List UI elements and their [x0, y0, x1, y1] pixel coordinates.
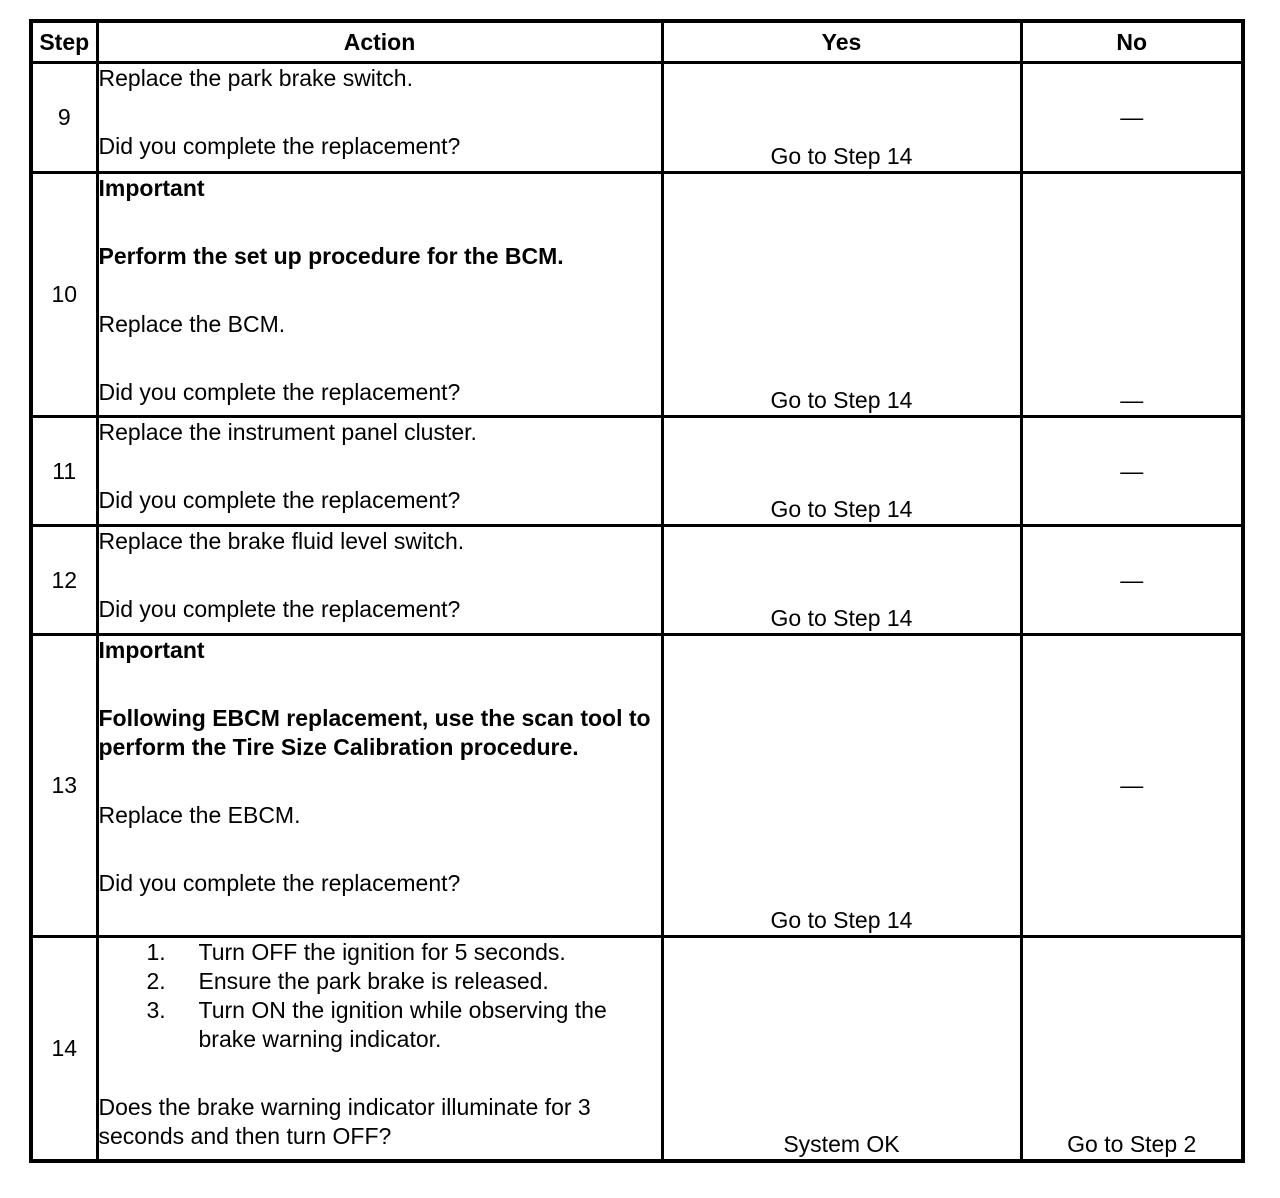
list-item-text: Turn ON the ignition while observing the brake warning indicator. — [198, 997, 607, 1052]
no-result: — — [1021, 63, 1243, 173]
action-cell — [97, 526, 662, 635]
yes-result: Go to Step 14 — [662, 635, 1021, 937]
list-item-number: 1. — [146, 939, 166, 965]
list-item — [99, 967, 661, 996]
list-item-text: Ensure the park brake is released. — [198, 968, 549, 994]
header-no: No — [1021, 21, 1243, 63]
table-row — [31, 63, 1243, 173]
no-result: — — [1021, 173, 1243, 417]
action-cell — [97, 937, 662, 1161]
diagnostic-table — [29, 19, 1245, 1163]
action-instruction: Replace the EBCM. — [98, 802, 301, 828]
action-cell — [97, 173, 662, 417]
no-result: — — [1021, 417, 1243, 526]
list-item — [99, 938, 661, 967]
step-number: 11 — [31, 417, 97, 526]
action-question: Did you complete the replacement? — [98, 133, 461, 159]
important-label: Important — [98, 637, 205, 663]
list-item — [99, 996, 661, 1054]
important-note: Following EBCM replacement, use the scan tool to perform the Tire Size Calibration procedure. — [98, 705, 651, 760]
action-question: Did you complete the replacement? — [98, 596, 461, 622]
yes-result: System OK — [662, 937, 1021, 1161]
action-instruction: Replace the instrument panel cluster. — [98, 419, 477, 445]
header-yes: Yes — [662, 21, 1021, 63]
procedure-list — [99, 938, 661, 1054]
step-number: 13 — [31, 635, 97, 937]
action-instruction: Replace the park brake switch. — [98, 65, 413, 91]
table-row — [31, 417, 1243, 526]
action-cell — [97, 635, 662, 937]
step-number: 12 — [31, 526, 97, 635]
important-note: Perform the set up procedure for the BCM. — [98, 243, 564, 269]
header-step: Step — [31, 21, 97, 63]
step-number: 10 — [31, 173, 97, 417]
header-row — [31, 21, 1243, 63]
action-instruction: Replace the BCM. — [98, 311, 286, 337]
action-question: Does the brake warning indicator illuminate for 3 seconds and then turn OFF? — [98, 1094, 591, 1149]
table-row — [31, 937, 1243, 1161]
step-number: 9 — [31, 63, 97, 173]
no-result: — — [1021, 635, 1243, 937]
important-label: Important — [98, 175, 205, 201]
table-row — [31, 526, 1243, 635]
list-item-number: 2. — [146, 968, 166, 994]
action-question: Did you complete the replacement? — [98, 487, 461, 513]
header-action: Action — [97, 21, 662, 63]
list-item-text: Turn OFF the ignition for 5 seconds. — [198, 939, 566, 965]
no-result: — — [1021, 526, 1243, 635]
action-cell — [97, 63, 662, 173]
yes-result: Go to Step 14 — [662, 526, 1021, 635]
step-number: 14 — [31, 937, 97, 1161]
action-question: Did you complete the replacement? — [98, 379, 461, 405]
yes-result: Go to Step 14 — [662, 173, 1021, 417]
action-cell — [97, 417, 662, 526]
yes-result: Go to Step 14 — [662, 417, 1021, 526]
yes-result: Go to Step 14 — [662, 63, 1021, 173]
table-row — [31, 635, 1243, 937]
table-row — [31, 173, 1243, 417]
no-result: Go to Step 2 — [1021, 937, 1243, 1161]
list-item-number: 3. — [146, 997, 166, 1023]
action-instruction: Replace the brake fluid level switch. — [98, 528, 465, 554]
action-question: Did you complete the replacement? — [98, 870, 461, 896]
